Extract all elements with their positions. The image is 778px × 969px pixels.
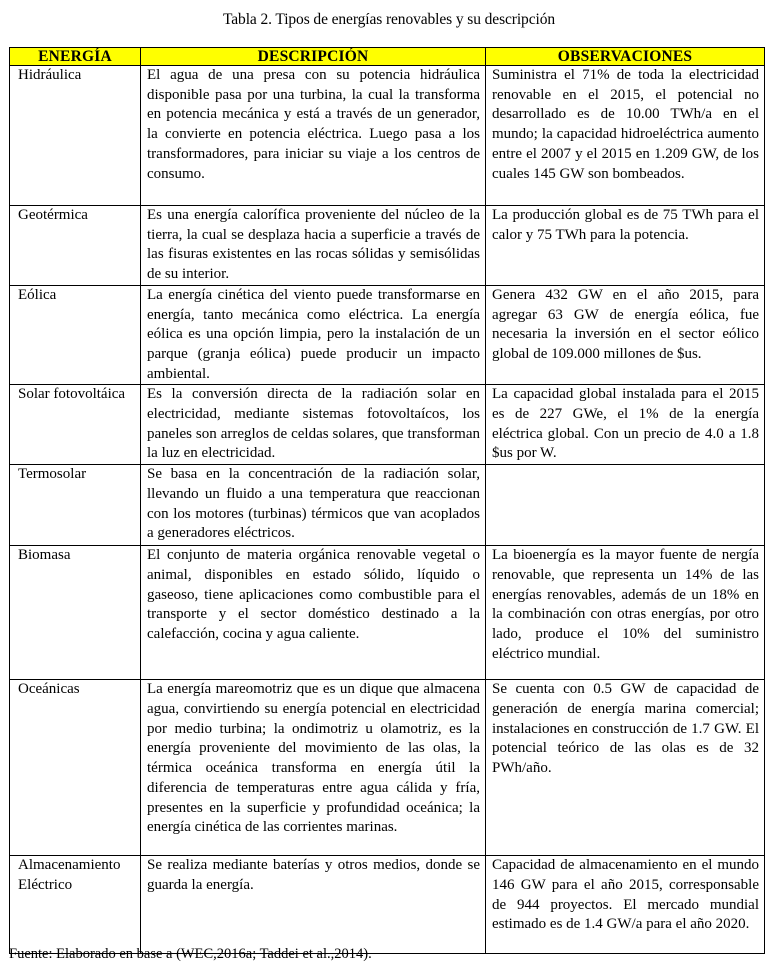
cell-energia: Solar fotovoltáica bbox=[10, 385, 141, 465]
column-header-energia: ENERGÍA bbox=[10, 48, 141, 66]
cell-descripcion: Se realiza mediante baterías y otros medios, donde se guarda la energía. bbox=[141, 856, 486, 954]
cell-descripcion: La energía mareomotriz que es un dique que almacena agua, convirtiendo su energía potencial en electricidad por medio turbina; la ondimotriz u olamotriz, es la energía proveniente del movimiento de las olas, la térmica oceánica transforma en energía útil la diferencia de temperaturas entre agua cálida y fría, presentes en la superficie y profundidad oceánica; la energía cinética de las corrientes marinas. bbox=[141, 680, 486, 856]
cell-descripcion: El conjunto de materia orgánica renovable vegetal o animal, disponibles en estado sólido, líquido o gaseoso, tiene aplicaciones como combustible para el transporte y el sector doméstico destinado a la calefacción, cocina y agua caliente. bbox=[141, 546, 486, 680]
cell-descripcion: Es la conversión directa de la radiación solar en electricidad, mediante sistemas fotovoltaícos, los paneles son arreglos de celdas solares, que transforman la luz en electricidad. bbox=[141, 385, 486, 465]
table-row-geotermica bbox=[10, 206, 765, 286]
table-row-eolica bbox=[10, 285, 765, 385]
cell-observaciones bbox=[486, 465, 765, 546]
table-row-oceanicas bbox=[10, 680, 765, 856]
table-row-almacenamiento-electrico bbox=[10, 856, 765, 954]
cell-energia: Biomasa bbox=[10, 546, 141, 680]
cell-descripcion: Se basa en la concentración de la radiación solar, llevando un fluido a una temperatura que reaccionan con los motores (turbinas) térmicos que van acoplados a generadores eléctricos. bbox=[141, 465, 486, 546]
cell-descripcion: La energía cinética del viento puede transformarse en energía, tanto mecánica como eléctrica. La energía eólica es una opción limpia, pero la instalación de un parque (granja eólica) puede producir un impacto ambiental. bbox=[141, 285, 486, 385]
cell-observaciones: Genera 432 GW en el año 2015, para agregar 63 GW de energía eólica, fue necesaria la inversión en el sector eólico global de 109.000 millones de $us. bbox=[486, 285, 765, 385]
cell-energia: Geotérmica bbox=[10, 206, 141, 286]
table-row-hidraulica bbox=[10, 66, 765, 206]
table-header-row bbox=[10, 48, 765, 66]
cell-energia: Eólica bbox=[10, 285, 141, 385]
cell-observaciones: Se cuenta con 0.5 GW de capacidad de generación de energía marina comercial; instalaciones en construcción de 1.7 GW. El potencial teórico de las olas es de 32 PWh/año. bbox=[486, 680, 765, 856]
table-caption: Tabla 2. Tipos de energías renovables y su descripción bbox=[222, 11, 555, 28]
source-footnote: Fuente: Elaborado en base a (WEC,2016a; Taddei et al.,2014). bbox=[9, 946, 372, 962]
cell-energia: Termosolar bbox=[10, 465, 141, 546]
cell-energia: Almacenamiento Eléctrico bbox=[10, 856, 141, 954]
cell-energia: Hidráulica bbox=[10, 66, 141, 206]
cell-descripcion: El agua de una presa con su potencia hidráulica disponible pasa por una turbina, la cual la transforma en potencia mecánica y está a través de un generador, la convierte en potencia eléctrica. Luego pasa a los transformadores, para iniciar su viaje a los centros de consumo. bbox=[141, 66, 486, 206]
cell-descripcion: Es una energía calorífica proveniente del núcleo de la tierra, la cual se desplaza hacia a superficie a través de las fisuras existentes en las rocas sólidas y semisólidas de su interior. bbox=[141, 206, 486, 286]
table-row-solar-fotovoltaica bbox=[10, 385, 765, 465]
cell-observaciones: Suministra el 71% de toda la electricidad renovable en el 2015, el potencial no desarrollado es de 10.00 TWh/a en el mundo; la capacidad hidroeléctrica aumento entre el 2007 y el 2015 en 1.209 GW, de los cuales 145 GW son bombeados. bbox=[486, 66, 765, 206]
column-header-observaciones: OBSERVACIONES bbox=[486, 48, 765, 66]
cell-observaciones: La capacidad global instalada para el 2015 es de 227 GWe, el 1% de la energía eléctrica global. Con un precio de 4.0 a 1.8 $us por W. bbox=[486, 385, 765, 465]
cell-observaciones: Capacidad de almacenamiento en el mundo 146 GW para el año 2015, corresponsable de 944 proyectos. El mercado mundial estimado es de 1.4 GW/a para el año 2020. bbox=[486, 856, 765, 954]
column-header-descripcion: DESCRIPCIÓN bbox=[141, 48, 486, 66]
cell-observaciones: La producción global es de 75 TWh para el calor y 75 TWh para la potencia. bbox=[486, 206, 765, 286]
cell-observaciones: La bioenergía es la mayor fuente de nergía renovable, que representa un 14% de las energías renovables, además de un 18% en la combinación con otras energías, por otro lado, produce el 10% del suministro eléctrico mundial. bbox=[486, 546, 765, 680]
table-row-biomasa bbox=[10, 546, 765, 680]
table-row-termosolar bbox=[10, 465, 765, 546]
renewable-energy-table bbox=[9, 47, 765, 954]
cell-energia: Oceánicas bbox=[10, 680, 141, 856]
